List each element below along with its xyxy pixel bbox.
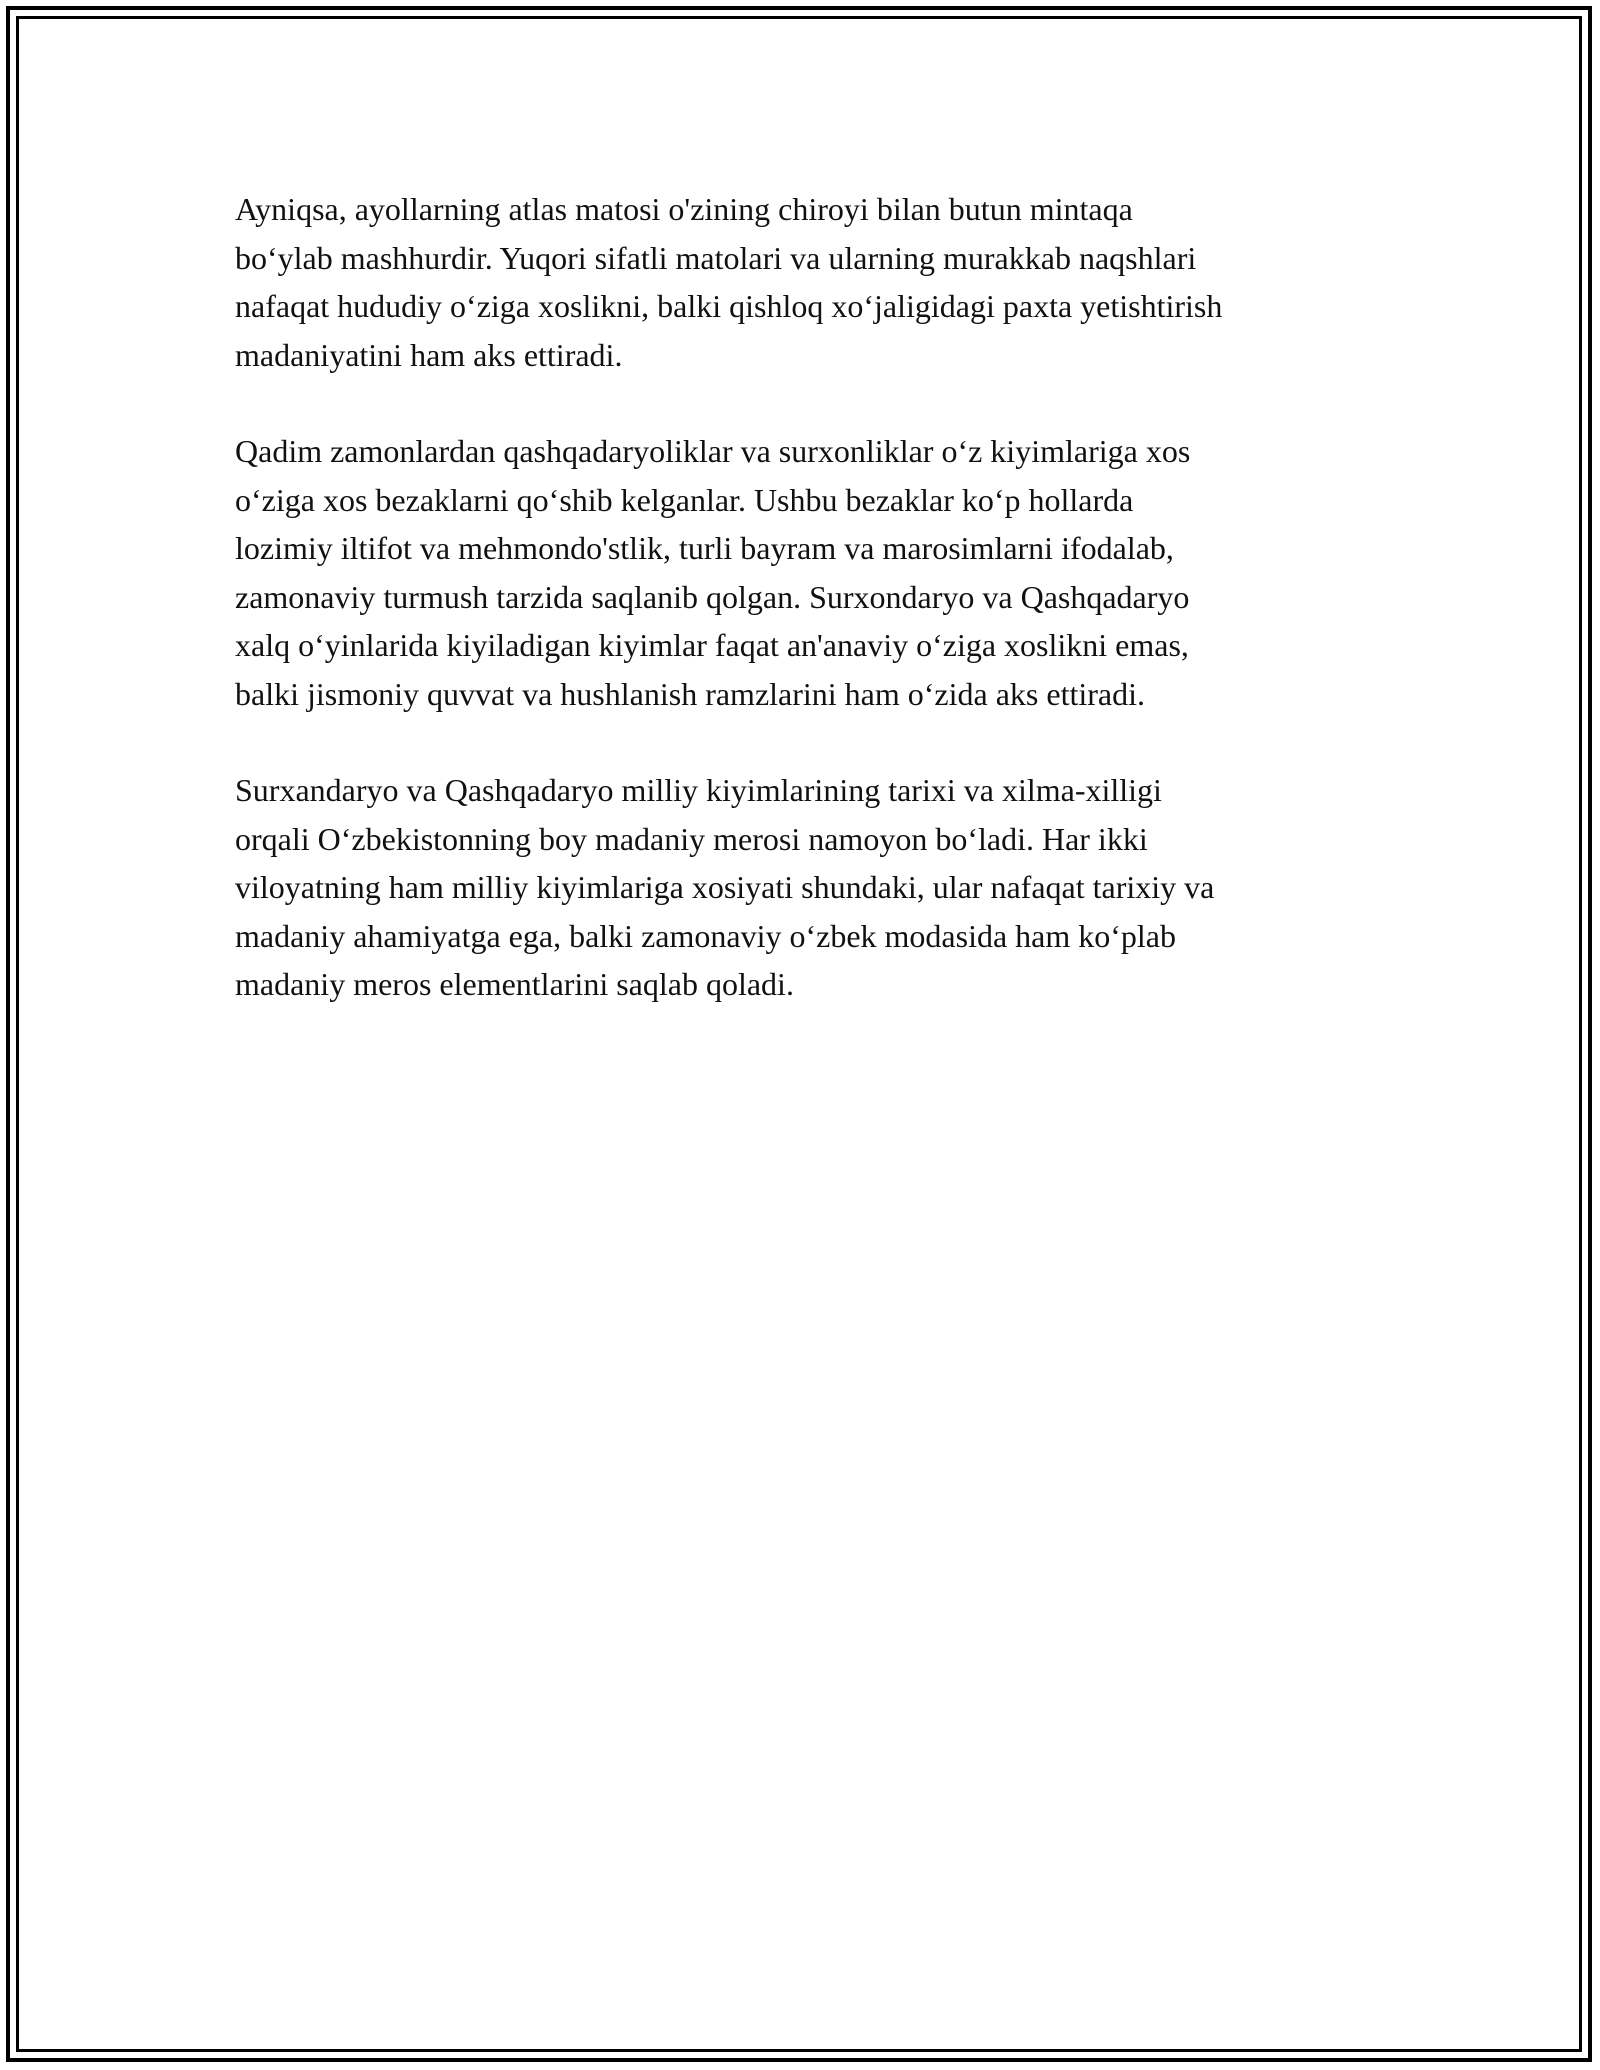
text-line: zamonaviy turmush tarzida saqlanib qolgan. Surxondaryo va Qashqadaryo [235, 578, 1190, 615]
text-line: nafaqat hududiy o‘ziga xoslikni, balki qishloq xo‘jaligidagi paxta yetishtirish [235, 288, 1223, 324]
text-line: madaniy meros elementlarini saqlab qoladi. [235, 966, 794, 1002]
paragraph-heritage [235, 766, 1375, 1009]
text-line: bo‘ylab mashhurdir. Yuqori sifatli matolari va ularning murakkab naqshlari [235, 239, 1197, 276]
text-line: viloyatning ham milliy kiyimlariga xosiyati shundaki, ular nafaqat tarixiy va [235, 869, 1215, 905]
text-line: orqali O‘zbekistonning boy madaniy merosi namoyon bo‘ladi. Har ikki [235, 820, 1148, 857]
text-line: madaniy ahamiyatga ega, balki zamonaviy o‘zbek modasida ham ko‘plab [235, 917, 1176, 954]
document-body [235, 185, 1375, 1057]
text-line: madaniyatini ham aks ettiradi. [235, 336, 623, 373]
paragraph-ornaments [235, 427, 1375, 718]
text-line: xalq o‘yinlarida kiyiladigan kiyimlar faqat an'anaviy o‘ziga xoslikni emas, [235, 627, 1189, 663]
text-line: Ayniqsa, ayollarning atlas matosi o'zining chiroyi bilan butun mintaqa [235, 191, 1133, 227]
text-line: Surxandaryo va Qashqadaryo milliy kiyimlarining tarixi va xilma-xilligi [235, 772, 1162, 808]
paragraph-atlas-fabric [235, 185, 1375, 379]
text-line: lozimiy iltifot va mehmondo'stlik, turli bayram va marosimlarni ifodalab, [235, 530, 1174, 566]
text-line: o‘ziga xos bezaklarni qo‘shib kelganlar. Ushbu bezaklar ko‘p hollarda [235, 481, 1134, 518]
text-line: Qadim zamonlardan qashqadaryoliklar va surxonliklar o‘z kiyimlariga xos [235, 433, 1191, 469]
text-line: balki jismoniy quvvat va hushlanish ramzlarini ham o‘zida aks ettiradi. [235, 675, 1145, 712]
